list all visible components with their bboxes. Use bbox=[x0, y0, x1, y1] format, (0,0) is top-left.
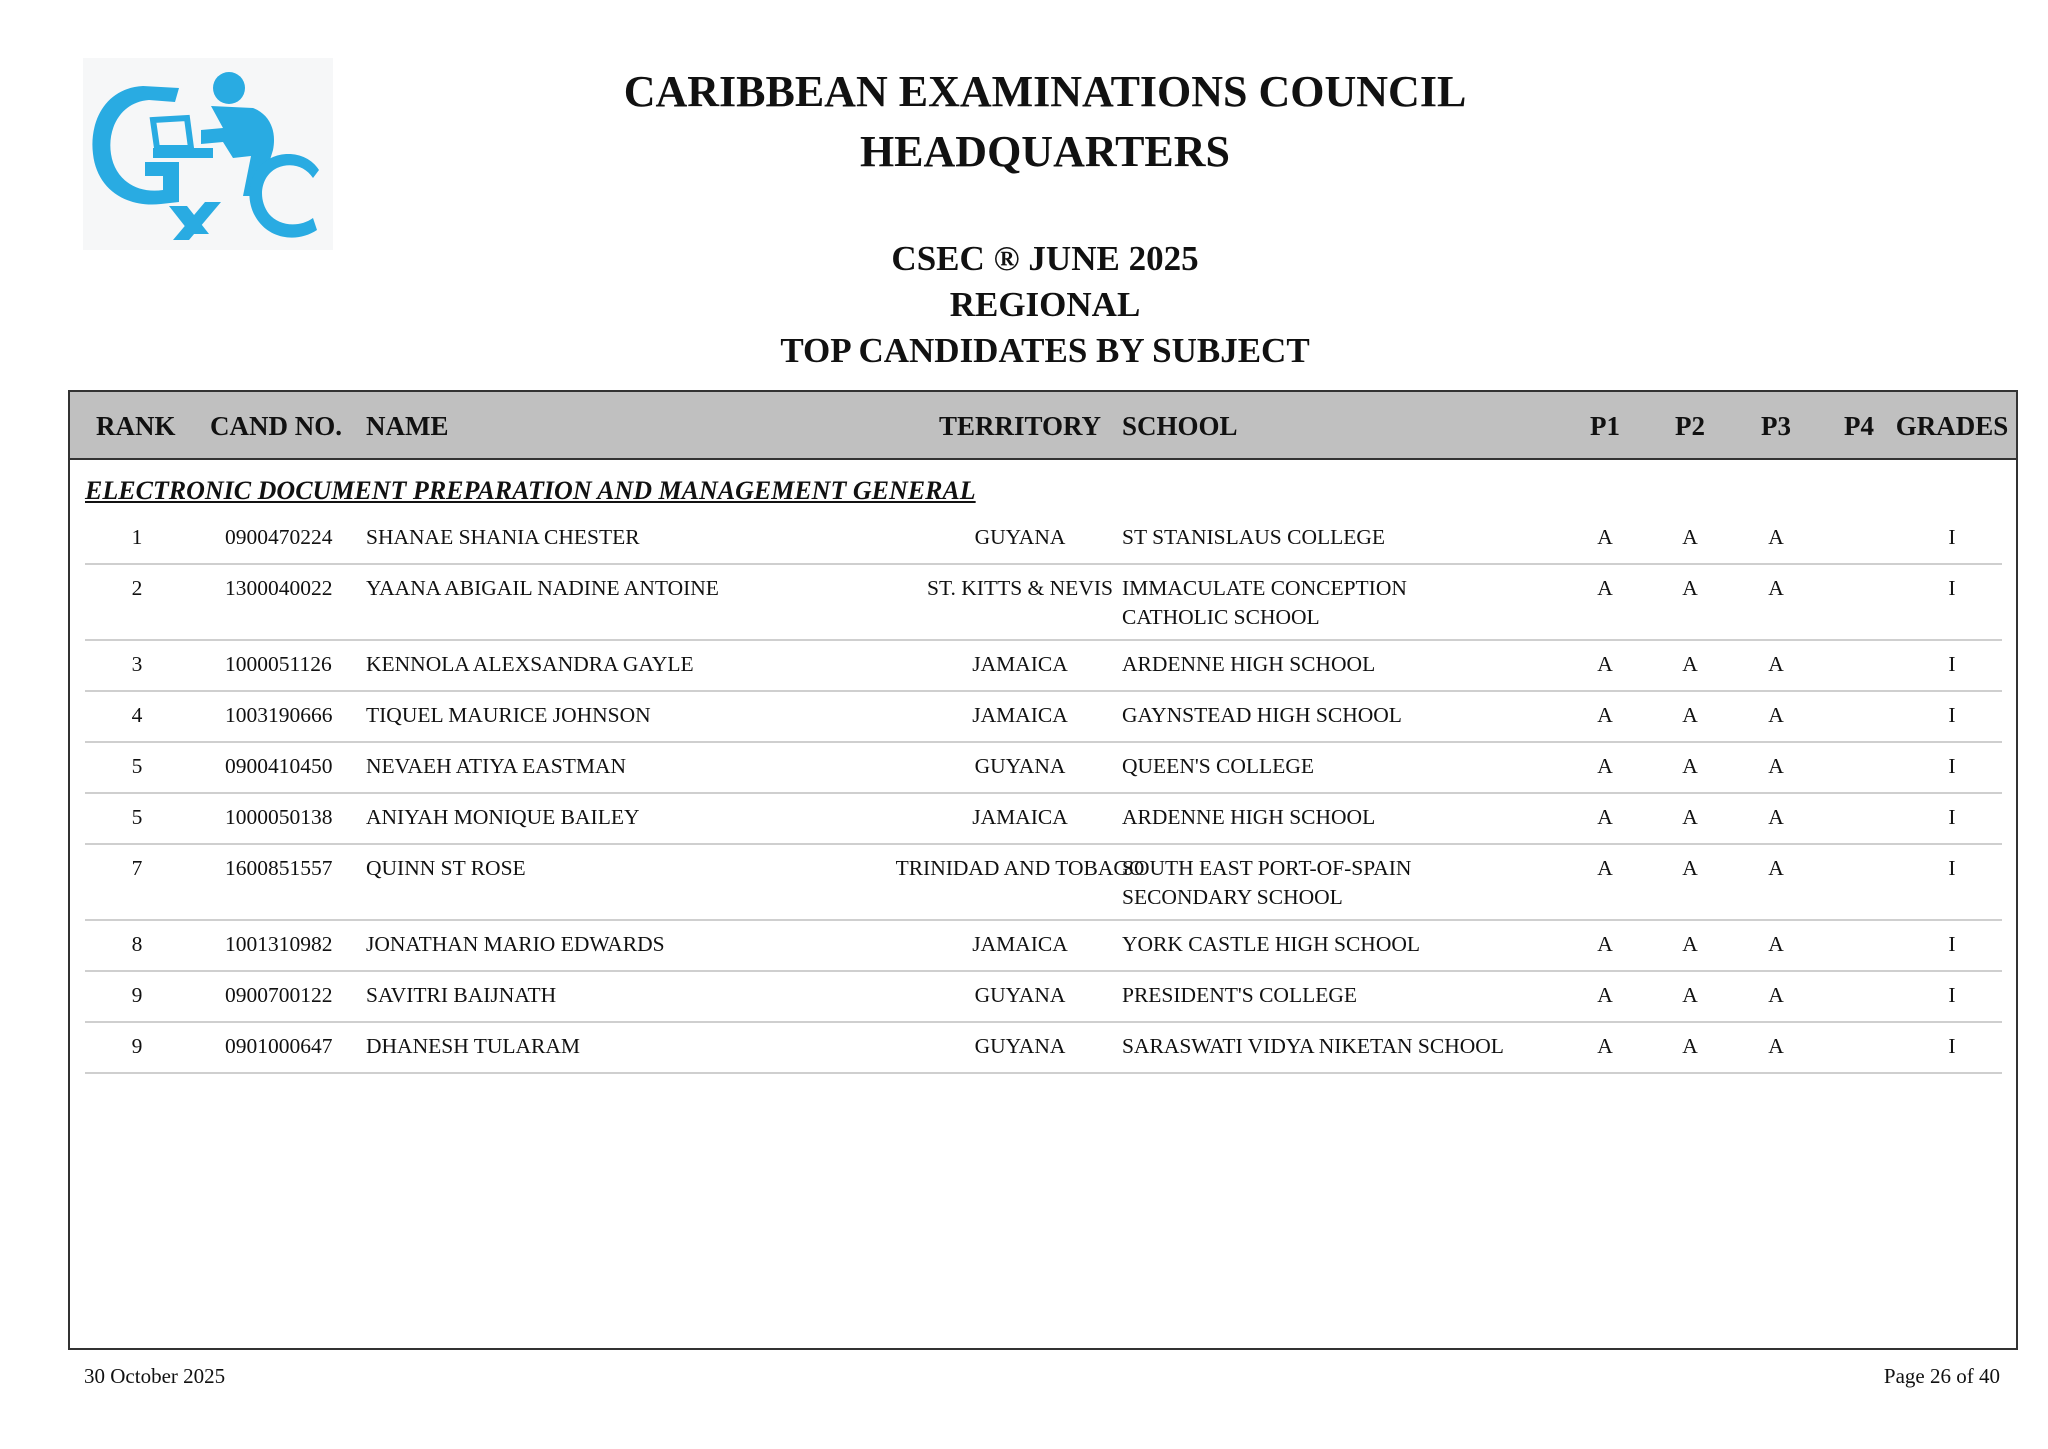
rank-cell: 5 bbox=[131, 805, 143, 829]
cand-no-cell: 0900700122 bbox=[225, 983, 333, 1007]
col-cand-no: CAND NO. bbox=[210, 411, 342, 441]
p2-cell: A bbox=[1682, 525, 1698, 549]
p3-cell: A bbox=[1768, 754, 1784, 778]
p1-cell: A bbox=[1597, 805, 1613, 829]
p1-cell: A bbox=[1597, 856, 1613, 880]
exam-title: CSEC ® JUNE 2025 bbox=[891, 239, 1199, 278]
col-p1: P1 bbox=[1590, 411, 1620, 441]
school-cell: IMMACULATE CONCEPTION CATHOLIC SCHOOL bbox=[1122, 576, 1407, 629]
cand-no-cell: 0901000647 bbox=[225, 1034, 333, 1058]
rank-cell: 7 bbox=[131, 856, 143, 880]
grade-cell: I bbox=[1948, 932, 1956, 956]
p3-cell: A bbox=[1768, 983, 1784, 1007]
organization-title: CARIBBEAN EXAMINATIONS COUNCIL bbox=[623, 67, 1467, 116]
p2-cell: A bbox=[1682, 576, 1698, 600]
col-rank: RANK bbox=[96, 411, 176, 441]
name-cell: JONATHAN MARIO EDWARDS bbox=[366, 932, 665, 956]
grade-cell: I bbox=[1948, 856, 1956, 880]
name-cell: KENNOLA ALEXSANDRA GAYLE bbox=[366, 652, 694, 676]
table-row bbox=[85, 845, 2002, 921]
p3-cell: A bbox=[1768, 856, 1784, 880]
page-number: Page 26 of 40 bbox=[1883, 1364, 2000, 1388]
rank-cell: 2 bbox=[131, 576, 143, 600]
territory-cell: JAMAICA bbox=[972, 703, 1068, 727]
grade-cell: I bbox=[1948, 652, 1956, 676]
results-table bbox=[68, 390, 2018, 1350]
p2-cell: A bbox=[1682, 932, 1698, 956]
name-cell: ANIYAH MONIQUE BAILEY bbox=[366, 805, 640, 829]
school-cell: YORK CASTLE HIGH SCHOOL bbox=[1122, 932, 1421, 956]
p3-cell: A bbox=[1768, 525, 1784, 549]
region-title: REGIONAL bbox=[949, 285, 1141, 324]
territory-cell: GUYANA bbox=[974, 983, 1066, 1007]
territory-cell: TRINIDAD AND TOBAGO bbox=[895, 856, 1145, 880]
name-cell: SAVITRI BAIJNATH bbox=[366, 983, 557, 1007]
p1-cell: A bbox=[1597, 1034, 1613, 1058]
p2-cell: A bbox=[1682, 856, 1698, 880]
col-territory: TERRITORY bbox=[938, 411, 1102, 441]
cand-no-cell: 0900410450 bbox=[225, 754, 333, 778]
school-cell: ARDENNE HIGH SCHOOL bbox=[1122, 652, 1376, 676]
report-title: TOP CANDIDATES BY SUBJECT bbox=[780, 331, 1310, 370]
col-name: NAME bbox=[366, 411, 449, 441]
table-row bbox=[85, 921, 2002, 972]
p3-cell: A bbox=[1768, 703, 1784, 727]
logo-text: CXC bbox=[83, 58, 86, 59]
school-cell: SOUTH EAST PORT-OF-SPAIN SECONDARY SCHOOL bbox=[1122, 856, 1412, 909]
table-row bbox=[85, 692, 2002, 743]
territory-cell: GUYANA bbox=[974, 754, 1066, 778]
p1-cell: A bbox=[1597, 652, 1613, 676]
name-cell: SHANAE SHANIA CHESTER bbox=[366, 525, 640, 549]
rank-cell: 8 bbox=[131, 932, 143, 956]
territory-cell: GUYANA bbox=[974, 1034, 1066, 1058]
table-header bbox=[70, 392, 2016, 460]
rank-cell: 1 bbox=[131, 525, 143, 549]
p3-cell: A bbox=[1768, 576, 1784, 600]
cand-no-cell: 1300040022 bbox=[225, 576, 333, 600]
rank-cell: 4 bbox=[131, 703, 143, 727]
p2-cell: A bbox=[1682, 805, 1698, 829]
p2-cell: A bbox=[1682, 754, 1698, 778]
territory-cell: GUYANA bbox=[974, 525, 1066, 549]
p1-cell: A bbox=[1597, 983, 1613, 1007]
p1-cell: A bbox=[1597, 932, 1613, 956]
p2-cell: A bbox=[1682, 983, 1698, 1007]
table-row bbox=[85, 514, 2002, 565]
col-school: SCHOOL bbox=[1122, 411, 1238, 441]
name-cell: NEVAEH ATIYA EASTMAN bbox=[366, 754, 627, 778]
table-row bbox=[85, 972, 2002, 1023]
table-row bbox=[85, 565, 2002, 641]
p1-cell: A bbox=[1597, 703, 1613, 727]
territory-cell: JAMAICA bbox=[972, 652, 1068, 676]
grade-cell: I bbox=[1948, 805, 1956, 829]
p3-cell: A bbox=[1768, 1034, 1784, 1058]
p2-cell: A bbox=[1682, 1034, 1698, 1058]
grade-cell: I bbox=[1948, 576, 1956, 600]
name-cell: TIQUEL MAURICE JOHNSON bbox=[366, 703, 651, 727]
grade-cell: I bbox=[1948, 754, 1956, 778]
report-date: 30 October 2025 bbox=[84, 1364, 226, 1388]
rank-cell: 9 bbox=[131, 983, 143, 1007]
cand-no-cell: 1000050138 bbox=[225, 805, 333, 829]
territory-cell: ST. KITTS & NEVIS bbox=[927, 576, 1113, 600]
name-cell: DHANESH TULARAM bbox=[366, 1034, 581, 1058]
rank-cell: 3 bbox=[131, 652, 143, 676]
table-row bbox=[85, 1023, 2002, 1074]
col-p3: P3 bbox=[1761, 411, 1791, 441]
table-body bbox=[85, 514, 2002, 1074]
headquarters-title: HEADQUARTERS bbox=[859, 127, 1231, 176]
school-cell: GAYNSTEAD HIGH SCHOOL bbox=[1122, 703, 1402, 727]
grade-cell: I bbox=[1948, 525, 1956, 549]
rank-cell: 9 bbox=[131, 1034, 143, 1058]
p1-cell: A bbox=[1597, 576, 1613, 600]
table-row bbox=[85, 641, 2002, 692]
cand-no-cell: 1000051126 bbox=[225, 652, 332, 676]
school-cell: QUEEN'S COLLEGE bbox=[1122, 754, 1314, 778]
grade-cell: I bbox=[1948, 983, 1956, 1007]
grade-cell: I bbox=[1948, 703, 1956, 727]
school-cell: PRESIDENT'S COLLEGE bbox=[1122, 983, 1357, 1007]
school-cell: ARDENNE HIGH SCHOOL bbox=[1122, 805, 1376, 829]
p3-cell: A bbox=[1768, 805, 1784, 829]
rank-cell: 5 bbox=[131, 754, 143, 778]
p1-cell: A bbox=[1597, 754, 1613, 778]
grade-cell: I bbox=[1948, 1034, 1956, 1058]
cand-no-cell: 1600851557 bbox=[225, 856, 333, 880]
name-cell: QUINN ST ROSE bbox=[366, 856, 526, 880]
cand-no-cell: 0900470224 bbox=[225, 525, 333, 549]
cand-no-cell: 1003190666 bbox=[225, 703, 333, 727]
cand-no-cell: 1001310982 bbox=[225, 932, 333, 956]
col-p2: P2 bbox=[1675, 411, 1705, 441]
territory-cell: JAMAICA bbox=[972, 805, 1068, 829]
school-cell: ST STANISLAUS COLLEGE bbox=[1122, 525, 1386, 549]
school-cell: SARASWATI VIDYA NIKETAN SCHOOL bbox=[1122, 1034, 1504, 1058]
col-p4: P4 bbox=[1844, 411, 1874, 441]
table-row bbox=[85, 743, 2002, 794]
p1-cell: A bbox=[1597, 525, 1613, 549]
p2-cell: A bbox=[1682, 703, 1698, 727]
p3-cell: A bbox=[1768, 652, 1784, 676]
p2-cell: A bbox=[1682, 652, 1698, 676]
territory-cell: JAMAICA bbox=[972, 932, 1068, 956]
name-cell: YAANA ABIGAIL NADINE ANTOINE bbox=[366, 576, 719, 600]
table-row bbox=[85, 794, 2002, 845]
subject-heading: ELECTRONIC DOCUMENT PREPARATION AND MANAGEMENT GENERAL bbox=[85, 476, 976, 505]
col-grades: GRADES bbox=[1895, 411, 2009, 441]
p3-cell: A bbox=[1768, 932, 1784, 956]
